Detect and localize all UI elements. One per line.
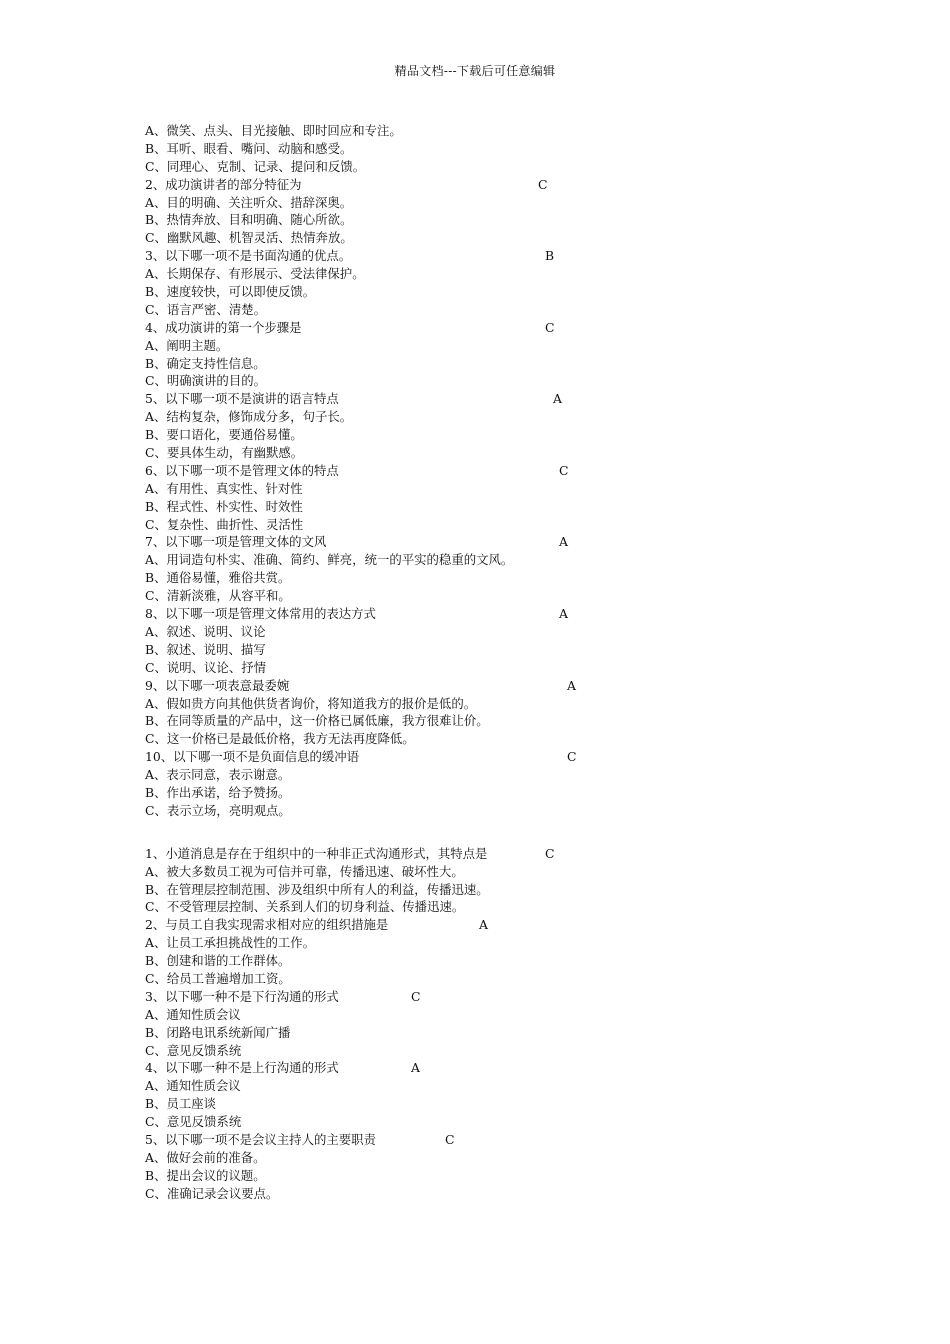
option-text: B、在同等质量的产品中，这一价格已属低廉，我方很难让价。 xyxy=(145,713,489,729)
option-text: C、幽默风趣、机智灵活、热情奔放。 xyxy=(145,230,353,246)
option-line xyxy=(145,1006,785,1024)
question-line xyxy=(145,845,785,863)
question-line xyxy=(145,390,785,408)
option-line xyxy=(145,641,785,659)
option-line xyxy=(145,712,785,730)
option-line xyxy=(145,265,785,283)
option-text: C、不受管理层控制、关系到人们的切身利益、传播迅速。 xyxy=(145,899,465,915)
question-line xyxy=(145,605,785,623)
option-line xyxy=(145,516,785,534)
option-line xyxy=(145,934,785,952)
question-text: 10、以下哪一项不是负面信息的缓冲语 xyxy=(145,749,360,765)
question-text: 3、以下哪一项不是书面沟通的优点。 xyxy=(145,248,352,264)
question-line xyxy=(145,988,785,1006)
option-text: C、复杂性、曲折性、灵活性 xyxy=(145,516,304,532)
option-text: B、通俗易懂，雅俗共赏。 xyxy=(145,570,291,586)
option-line xyxy=(145,587,785,605)
answer-key: A xyxy=(559,606,568,622)
option-text: A、通知性质会议 xyxy=(145,1078,241,1094)
option-line xyxy=(145,283,785,301)
option-line xyxy=(145,229,785,247)
question-text: 2、与员工自我实现需求相对应的组织措施是 xyxy=(145,917,389,933)
option-line xyxy=(145,158,785,176)
option-text: A、有用性、真实性、针对性 xyxy=(145,480,303,496)
option-text: A、叙述、说明、议论 xyxy=(145,623,266,639)
option-text: B、程式性、朴实性、时效性 xyxy=(145,498,303,514)
answer-key: A xyxy=(411,1060,420,1076)
section-gap xyxy=(145,820,785,845)
question-line xyxy=(145,533,785,551)
option-text: C、表示立场，亮明观点。 xyxy=(145,802,291,818)
option-text: C、同理心、克制、记录、提问和反馈。 xyxy=(145,158,366,174)
answer-key: C xyxy=(545,319,555,335)
option-line xyxy=(145,355,785,373)
option-text: C、明确演讲的目的。 xyxy=(145,373,266,389)
option-text: C、意见反馈系统 xyxy=(145,1114,242,1130)
option-text: B、创建和谐的工作群体。 xyxy=(145,953,291,969)
question-text: 8、以下哪一项是管理文体常用的表达方式 xyxy=(145,606,376,622)
option-line xyxy=(145,1024,785,1042)
answer-key: C xyxy=(545,845,555,861)
option-text: A、微笑、点头、目光接触、即时回应和专注。 xyxy=(145,123,402,138)
option-line xyxy=(145,551,785,569)
answer-key: C xyxy=(559,462,569,478)
option-text: C、这一价格已是最低价格，我方无法再度降低。 xyxy=(145,731,415,747)
option-text: C、要具体生动，有幽默感。 xyxy=(145,445,304,461)
answer-key: A xyxy=(553,391,562,407)
option-line xyxy=(145,140,785,158)
option-line xyxy=(145,498,785,516)
page-header: 精品文档---下载后可任意编辑 xyxy=(394,64,556,78)
question-text: 7、以下哪一项是管理文体的文风 xyxy=(145,534,327,550)
option-line xyxy=(145,122,785,140)
option-line xyxy=(145,569,785,587)
option-text: B、速度较快，可以即使反馈。 xyxy=(145,284,316,300)
option-text: A、结构复杂，修饰成分多，句子长。 xyxy=(145,409,353,425)
question-text: 3、以下哪一种不是下行沟通的形式 xyxy=(145,988,339,1004)
option-line xyxy=(145,1042,785,1060)
question-text: 5、以下哪一项不是演讲的语言特点 xyxy=(145,391,339,407)
option-line xyxy=(145,623,785,641)
question-line xyxy=(145,677,785,695)
answer-key: A xyxy=(567,677,576,693)
option-text: C、清新淡雅，从容平和。 xyxy=(145,588,291,604)
option-text: B、闭路电讯系统新闻广播 xyxy=(145,1024,291,1040)
question-text: 4、以下哪一种不是上行沟通的形式 xyxy=(145,1060,339,1076)
question-line xyxy=(145,462,785,480)
option-text: A、阐明主题。 xyxy=(145,337,229,353)
option-line xyxy=(145,337,785,355)
option-line xyxy=(145,784,785,802)
option-line xyxy=(145,1077,785,1095)
option-text: A、被大多数员工视为可信并可靠，传播迅速、破坏性大。 xyxy=(145,863,464,879)
question-text: 5、以下哪一项不是会议主持人的主要职责 xyxy=(145,1131,376,1147)
section-1 xyxy=(145,122,785,820)
answer-key: C xyxy=(567,749,577,765)
option-line xyxy=(145,898,785,916)
question-text: 2、成功演讲者的部分特征为 xyxy=(145,176,302,192)
option-line xyxy=(145,970,785,988)
option-line xyxy=(145,408,785,426)
answer-key: A xyxy=(479,917,488,933)
question-text: 9、以下哪一项表意最委婉 xyxy=(145,677,290,693)
option-line xyxy=(145,480,785,498)
document-body xyxy=(145,122,785,1203)
option-line xyxy=(145,301,785,319)
option-line xyxy=(145,372,785,390)
option-text: B、作出承诺，给予赞扬。 xyxy=(145,784,291,800)
question-line xyxy=(145,916,785,934)
answer-key: C xyxy=(538,176,548,192)
question-text: 4、成功演讲的第一个步骤是 xyxy=(145,319,302,335)
answer-key: B xyxy=(545,248,555,264)
question-line xyxy=(145,748,785,766)
option-text: B、叙述、说明、描写 xyxy=(145,641,266,657)
option-text: C、准确记录会议要点。 xyxy=(145,1185,279,1201)
option-text: B、耳听、眼看、嘴问、动脑和感受。 xyxy=(145,140,353,156)
option-text: C、意见反馈系统 xyxy=(145,1042,242,1058)
option-line xyxy=(145,1113,785,1131)
question-text: 1、小道消息是存在于组织中的一种非正式沟通形式，其特点是 xyxy=(145,845,488,861)
question-line xyxy=(145,1131,785,1149)
option-line xyxy=(145,695,785,713)
question-text: 6、以下哪一项不是管理文体的特点 xyxy=(145,462,339,478)
option-text: B、确定支持性信息。 xyxy=(145,355,266,371)
option-text: A、做好会前的准备。 xyxy=(145,1149,266,1165)
option-text: C、给员工普遍增加工资。 xyxy=(145,970,291,986)
option-line xyxy=(145,766,785,784)
option-text: A、让员工承担挑战性的工作。 xyxy=(145,935,316,951)
option-text: A、假如贵方向其他供货者询价，将知道我方的报价是低的。 xyxy=(145,695,477,711)
option-line xyxy=(145,952,785,970)
option-text: A、通知性质会议 xyxy=(145,1006,241,1022)
option-text: A、目的明确、关注听众、措辞深奥。 xyxy=(145,194,353,210)
answer-key: A xyxy=(559,534,568,550)
option-text: B、员工座谈 xyxy=(145,1096,217,1112)
question-line xyxy=(145,247,785,265)
option-line xyxy=(145,1149,785,1167)
option-line xyxy=(145,659,785,677)
option-text: B、热情奔放、目和明确、随心所欲。 xyxy=(145,212,353,228)
option-line xyxy=(145,194,785,212)
option-line xyxy=(145,1167,785,1185)
option-line xyxy=(145,881,785,899)
option-line xyxy=(145,211,785,229)
answer-key: C xyxy=(411,988,421,1004)
option-line xyxy=(145,863,785,881)
option-text: A、用词造句朴实、准确、简约、鲜亮，统一的平实的稳重的文风。 xyxy=(145,552,514,568)
option-line xyxy=(145,1095,785,1113)
option-text: A、长期保存、有形展示、受法律保护。 xyxy=(145,266,365,282)
question-line xyxy=(145,1059,785,1077)
answer-key: C xyxy=(445,1131,455,1147)
option-text: B、提出会议的议题。 xyxy=(145,1167,266,1183)
question-line xyxy=(145,319,785,337)
option-text: A、表示同意，表示谢意。 xyxy=(145,767,291,783)
option-text: B、要口语化，要通俗易懂。 xyxy=(145,427,303,443)
option-text: C、语言严密、清楚。 xyxy=(145,301,266,317)
option-line xyxy=(145,444,785,462)
section-2 xyxy=(145,845,785,1203)
option-line xyxy=(145,1185,785,1203)
option-text: C、说明、议论、抒情 xyxy=(145,659,266,675)
option-text: B、在管理层控制范围、涉及组织中所有人的利益，传播迅速。 xyxy=(145,881,489,897)
option-line xyxy=(145,802,785,820)
option-line xyxy=(145,426,785,444)
option-line xyxy=(145,730,785,748)
question-line xyxy=(145,176,785,194)
